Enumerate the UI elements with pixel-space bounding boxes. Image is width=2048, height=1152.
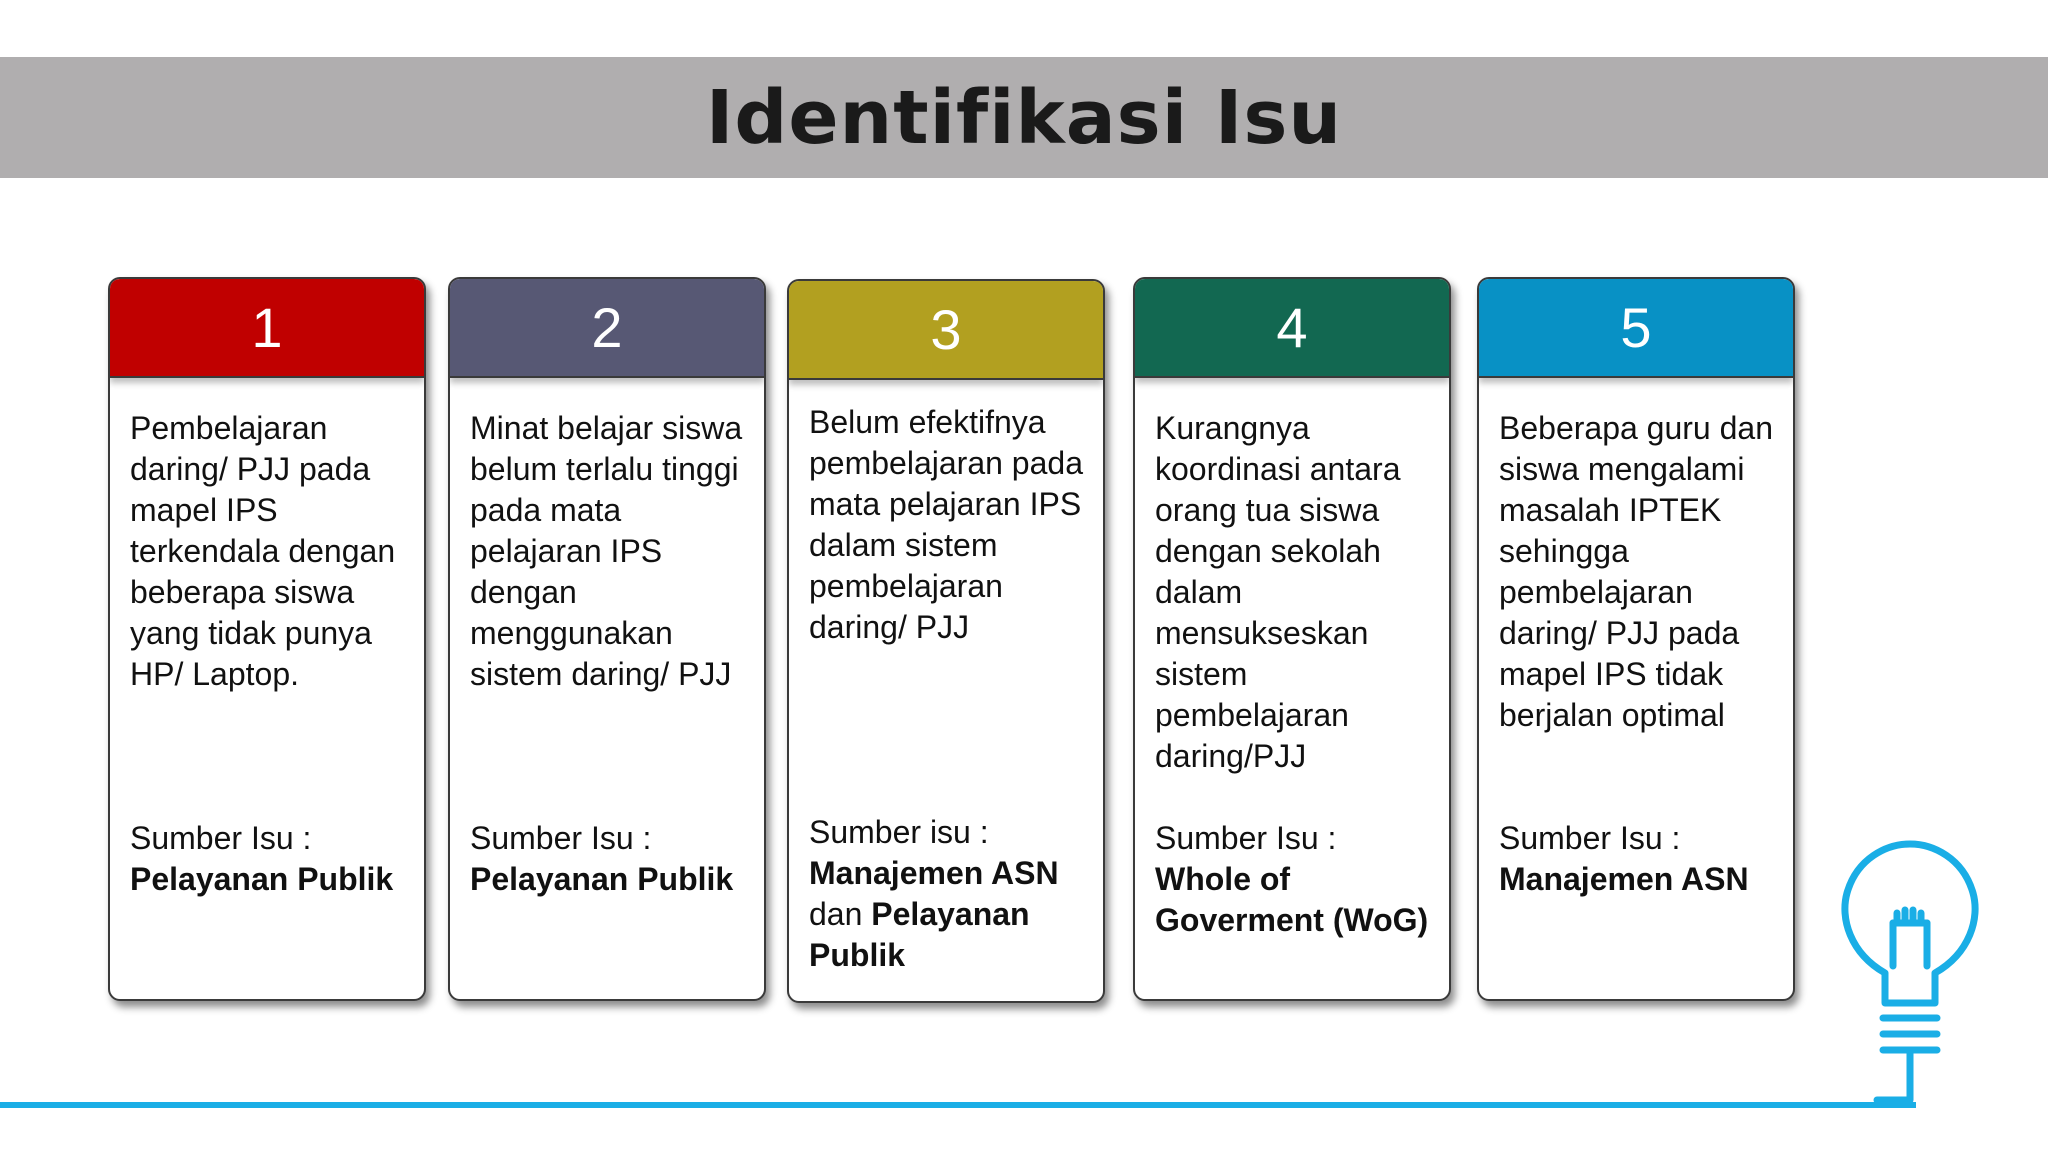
card-body xyxy=(1479,378,1793,900)
source-label: Sumber Isu : xyxy=(470,820,652,856)
page-title: Identifikasi Isu xyxy=(705,74,1343,161)
accent-line xyxy=(0,1102,1916,1108)
card-number: 5 xyxy=(1620,296,1652,359)
issue-description: Belum efektifnya pembelajaran pada mata pelajaran IPS dalam sistem pembelajaran daring/ PJJ xyxy=(809,404,1083,645)
issue-description: Kurangnya koordinasi antara orang tua siswa dengan sekolah dalam mensukseskan sistem pembelajaran daring/PJJ xyxy=(1155,410,1401,774)
source-value-part2: Pelayanan Publik xyxy=(809,896,1030,973)
card-number-header xyxy=(1135,279,1449,378)
issue-card-5 xyxy=(1477,277,1795,1001)
source-value: Pelayanan Publik xyxy=(130,861,394,897)
card-number-header xyxy=(110,279,424,378)
card-number-header xyxy=(1479,279,1793,378)
card-body xyxy=(450,378,764,900)
card-body xyxy=(789,380,1103,976)
lightbulb-icon xyxy=(1835,838,1985,1116)
source-label: Sumber isu : xyxy=(809,814,989,850)
issue-card-1 xyxy=(108,277,426,1001)
source-conjunction: dan xyxy=(809,896,872,932)
source-value: Whole of Goverment (WoG) xyxy=(1155,861,1429,938)
source-value: Manajemen ASN xyxy=(1499,861,1749,897)
issue-card-3 xyxy=(787,279,1105,1003)
card-number-header xyxy=(450,279,764,378)
source-label: Sumber Isu : xyxy=(130,820,312,856)
card-number: 1 xyxy=(251,296,283,359)
source-value-part1: Manajemen ASN xyxy=(809,855,1059,891)
card-number: 2 xyxy=(591,296,623,359)
source-label: Sumber Isu : xyxy=(1499,820,1681,856)
title-band xyxy=(0,57,2048,178)
issue-description: Beberapa guru dan siswa mengalami masalah IPTEK sehingga pembelajaran daring/ PJJ pada mapel IPS tidak berjalan optimal xyxy=(1499,410,1773,733)
source-value: Pelayanan Publik xyxy=(470,861,734,897)
card-number: 4 xyxy=(1276,296,1308,359)
card-body xyxy=(110,378,424,900)
issue-description: Minat belajar siswa belum terlalu tinggi pada mata pelajaran IPS dengan menggunakan sistem daring/ PJJ xyxy=(470,410,743,692)
issue-card-2 xyxy=(448,277,766,1001)
card-number: 3 xyxy=(930,298,962,361)
card-number-header xyxy=(789,281,1103,380)
source-label: Sumber Isu : xyxy=(1155,820,1337,856)
issue-description: Pembelajaran daring/ PJJ pada mapel IPS terkendala dengan beberapa siswa yang tidak punya HP/ Laptop. xyxy=(130,410,396,692)
issue-card-4 xyxy=(1133,277,1451,1001)
card-body xyxy=(1135,378,1449,941)
